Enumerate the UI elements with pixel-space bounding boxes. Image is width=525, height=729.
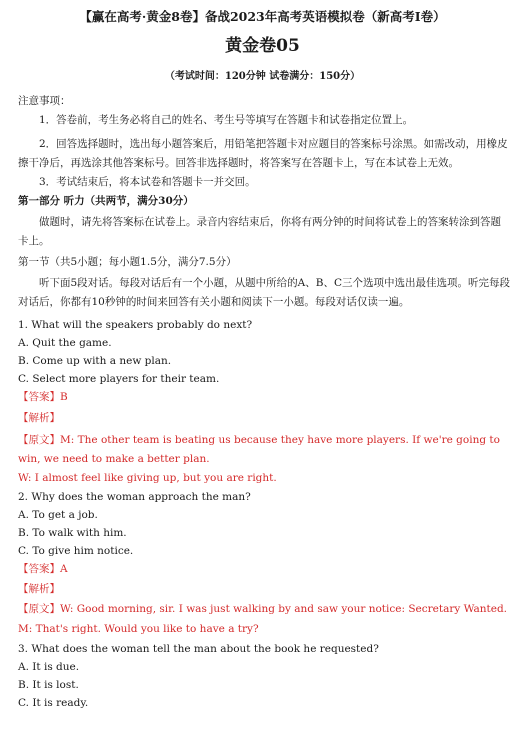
- notice-item-2: 2．回答选择题时，选出每小题答案后，用铅笔把答题卡对应题目的答案标号涂黑。如需改动，用橡皮擦干净后，再选涂其他答案标号。回答非选择题时，将答案写在答题卡上，写在本试卷上无效。: [18, 138, 508, 169]
- question-1-option-b: B. Come up with a new plan.: [18, 355, 172, 367]
- question-2-option-a: A. To get a job.: [18, 509, 98, 521]
- notice-heading: 注意事项：: [18, 95, 71, 107]
- question-2-analysis: 【解析】: [18, 583, 60, 595]
- question-2-transcript-reply: M: That's right. Would you like to have a try?: [18, 623, 259, 635]
- question-3-option-a: A. It is due.: [18, 661, 80, 673]
- question-2-stem: 2. Why does the woman approach the man?: [18, 491, 251, 503]
- question-3-option-c: C. It is ready.: [18, 697, 89, 709]
- part1-heading: 第一部分 听力（共两节，满分30分）: [18, 195, 194, 207]
- notice-item-1: 1．答卷前，考生务必将自己的姓名、考生号等填写在答题卡和试卷指定位置上。: [39, 114, 414, 126]
- question-1-stem: 1. What will the speakers probably do next?: [18, 319, 253, 331]
- question-2-option-c: C. To give him notice.: [18, 545, 134, 557]
- question-2-answer: 【答案】A: [18, 563, 68, 575]
- exam-subtitle: 黄金卷05: [225, 36, 300, 56]
- question-2-transcript: 【原文】W: Good morning, sir. I was just walking by and saw your notice: Secretary Wanted.: [18, 603, 508, 615]
- section-instruction: 听下面5段对话。每段对话后有一个小题，从题中所给的A、B、C三个选项中选出最佳选项。听完每段对话后，你都有10秒钟的时间来回答有关小题和阅读下一小题。每段对话仅读一遍。: [18, 277, 511, 308]
- section-heading: 第一节（共5小题；每小题1.5分，满分7.5分）: [18, 256, 237, 268]
- question-1-transcript-reply: W: I almost feel like giving up, but you are right.: [18, 472, 277, 484]
- question-1-analysis: 【解析】: [18, 412, 60, 424]
- question-1-option-a: A. Quit the game.: [18, 337, 112, 349]
- exam-info: （考试时间：120分钟 试卷满分：150分）: [164, 71, 361, 82]
- part1-instruction: 做题时，请先将答案标在试卷上。录音内容结束后，你将有两分钟的时间将试卷上的答案转涂到答题卡上。: [18, 216, 501, 247]
- question-1-option-c: C. Select more players for their team.: [18, 373, 220, 385]
- question-3-stem: 3. What does the woman tell the man about the book he requested?: [18, 643, 379, 655]
- question-1-answer: 【答案】B: [18, 391, 68, 403]
- exam-title: 【赢在高考·黄金8卷】备战2023年高考英语模拟卷（新高考I卷）: [79, 9, 446, 24]
- question-2-option-b: B. To walk with him.: [18, 527, 127, 539]
- question-1-transcript: 【原文】M: The other team is beating us because they have more players. If we're going to win, we need to make a better plan.: [18, 434, 500, 465]
- notice-item-3: 3．考试结束后，将本试卷和答题卡一并交回。: [39, 176, 256, 188]
- question-3-option-b: B. It is lost.: [18, 679, 79, 691]
